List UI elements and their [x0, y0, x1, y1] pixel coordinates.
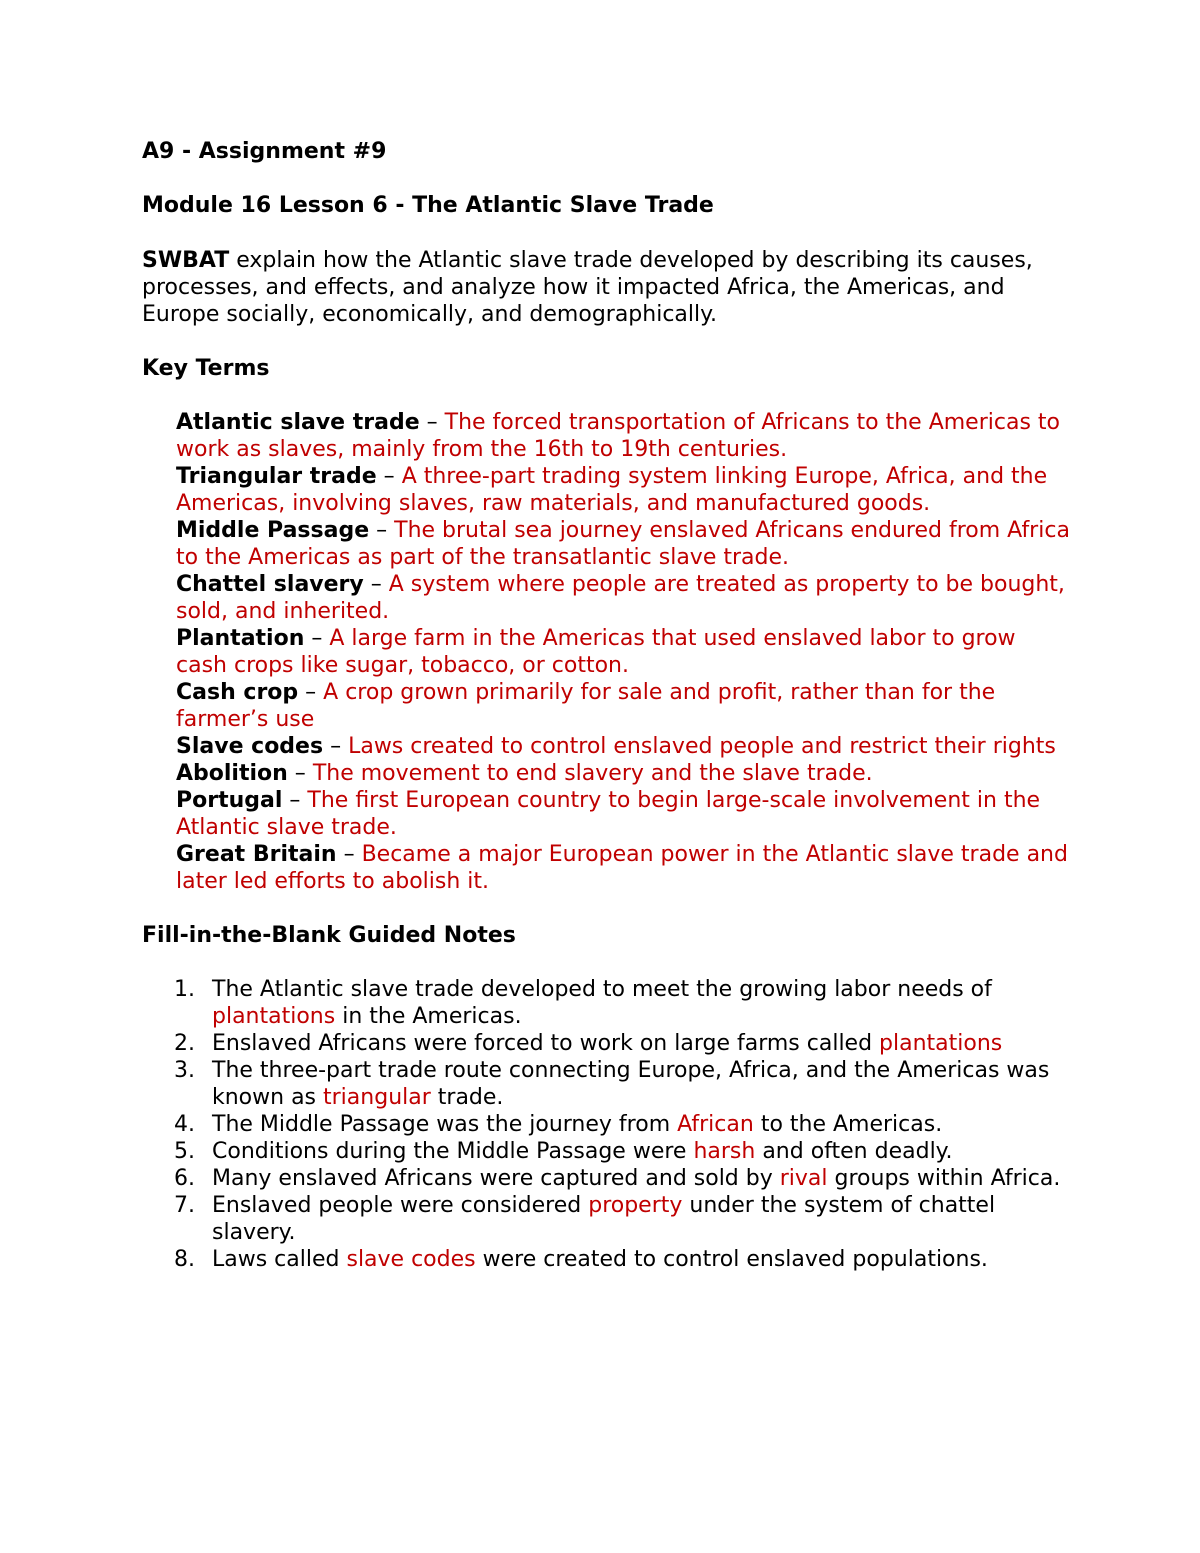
term-definition: The first European country to begin large-scale involvement in the Atlantic slave trade.	[176, 788, 1041, 840]
term-name: Plantation	[176, 626, 305, 651]
note-text-before: The three-part trade route connecting Europe, Africa, and the Americas was known as	[212, 1058, 1050, 1110]
term-name: Atlantic slave trade	[176, 410, 420, 435]
term-name: Middle Passage	[176, 518, 370, 543]
guided-note-item	[142, 1246, 1072, 1273]
note-text-before: The Middle Passage was the journey from	[212, 1112, 678, 1137]
note-text-after: to the Americas.	[753, 1112, 943, 1137]
note-number: 6.	[174, 1166, 195, 1191]
guided-note-item	[142, 1057, 1072, 1111]
term-name: Cash crop	[176, 680, 299, 705]
guided-note-item	[142, 1192, 1072, 1246]
note-answer: harsh	[693, 1139, 756, 1164]
key-term-item	[176, 571, 1072, 625]
note-text-before: Enslaved Africans were forced to work on large farms called	[212, 1031, 880, 1056]
guided-note-item	[142, 976, 1072, 1030]
term-separator: –	[336, 842, 362, 867]
term-separator: –	[369, 518, 395, 543]
note-number: 5.	[174, 1139, 195, 1164]
term-definition: The brutal sea journey enslaved Africans endured from Africa to the Americas as part of the transatlantic slave trade.	[176, 518, 1070, 570]
note-number: 8.	[174, 1247, 195, 1272]
note-answer: plantations	[212, 1004, 336, 1029]
note-answer: slave codes	[346, 1247, 476, 1272]
note-text-after: under the system of chattel slavery.	[212, 1193, 996, 1245]
key-terms-list	[142, 409, 1072, 895]
note-text-before: Enslaved people were considered	[212, 1193, 589, 1218]
note-text-after: in the Americas.	[335, 1004, 522, 1029]
term-definition: Became a major European power in the Atlantic slave trade and later led efforts to abolish it.	[176, 842, 1068, 894]
note-text-after: and often deadly.	[755, 1139, 953, 1164]
note-answer: plantations	[879, 1031, 1003, 1056]
note-answer: African	[677, 1112, 754, 1137]
guided-note-item	[142, 1030, 1072, 1057]
term-separator: –	[363, 572, 389, 597]
term-name: Chattel slavery	[176, 572, 364, 597]
term-definition: A system where people are treated as property to be bought, sold, and inherited.	[176, 572, 1065, 624]
term-definition: Laws created to control enslaved people and restrict their rights	[348, 734, 1056, 759]
objective-paragraph	[142, 247, 1072, 328]
term-separator: –	[323, 734, 349, 759]
term-separator: –	[419, 410, 445, 435]
key-term-item	[176, 625, 1072, 679]
note-answer: triangular	[323, 1085, 431, 1110]
module-title: Module 16 Lesson 6 - The Atlantic Slave Trade	[142, 193, 714, 218]
term-definition: The forced transportation of Africans to the Americas to work as slaves, mainly from the 16th to 19th centuries.	[176, 410, 1060, 462]
note-text-before: Laws called	[212, 1247, 347, 1272]
key-term-item	[176, 517, 1072, 571]
note-number: 7.	[174, 1193, 195, 1218]
note-text-after: trade.	[430, 1085, 504, 1110]
note-text-before: Many enslaved Africans were captured and sold by	[212, 1166, 780, 1191]
term-separator: –	[376, 464, 402, 489]
guided-note-item	[142, 1138, 1072, 1165]
guided-note-item	[142, 1165, 1072, 1192]
key-term-item	[176, 463, 1072, 517]
term-separator: –	[304, 626, 330, 651]
term-separator: –	[282, 788, 308, 813]
note-number: 2.	[174, 1031, 195, 1056]
term-separator: –	[298, 680, 324, 705]
objective-lead: SWBAT	[142, 248, 230, 273]
guided-note-item	[142, 1111, 1072, 1138]
document-page	[142, 138, 1072, 1273]
key-term-item	[176, 679, 1072, 733]
key-terms-heading: Key Terms	[142, 356, 270, 381]
term-name: Slave codes	[176, 734, 324, 759]
term-separator: –	[287, 761, 313, 786]
note-answer: rival	[779, 1166, 828, 1191]
term-name: Abolition	[176, 761, 288, 786]
term-name: Great Britain	[176, 842, 337, 867]
term-name: Portugal	[176, 788, 283, 813]
key-term-item	[176, 787, 1072, 841]
assignment-title: A9 - Assignment #9	[142, 139, 387, 164]
note-text-before: The Atlantic slave trade developed to meet the growing labor needs of	[212, 977, 992, 1002]
note-text-after: were created to control enslaved populations.	[475, 1247, 988, 1272]
note-text-after: groups within Africa.	[827, 1166, 1061, 1191]
term-definition: The movement to end slavery and the slave trade.	[312, 761, 873, 786]
note-answer: property	[588, 1193, 683, 1218]
guided-notes-heading: Fill-in-the-Blank Guided Notes	[142, 923, 516, 948]
term-definition: A large farm in the Americas that used enslaved labor to grow cash crops like sugar, tobacco, or cotton.	[176, 626, 1016, 678]
key-term-item	[176, 760, 1072, 787]
key-term-item	[176, 733, 1072, 760]
term-definition: A crop grown primarily for sale and profit, rather than for the farmer’s use	[176, 680, 996, 732]
guided-notes-list	[142, 976, 1072, 1273]
note-number: 1.	[174, 977, 195, 1002]
key-term-item	[176, 409, 1072, 463]
term-name: Triangular trade	[176, 464, 377, 489]
objective-text: explain how the Atlantic slave trade developed by describing its causes, processes, and effects, and analyze how it impacted Africa, the Americas, and Europe socially, economically, and demographically.	[142, 248, 1033, 327]
term-definition: A three-part trading system linking Europe, Africa, and the Americas, involving slaves, raw materials, and manufactured goods.	[176, 464, 1048, 516]
note-number: 3.	[174, 1058, 195, 1083]
note-text-before: Conditions during the Middle Passage were	[212, 1139, 694, 1164]
key-term-item	[176, 841, 1072, 895]
note-number: 4.	[174, 1112, 195, 1137]
